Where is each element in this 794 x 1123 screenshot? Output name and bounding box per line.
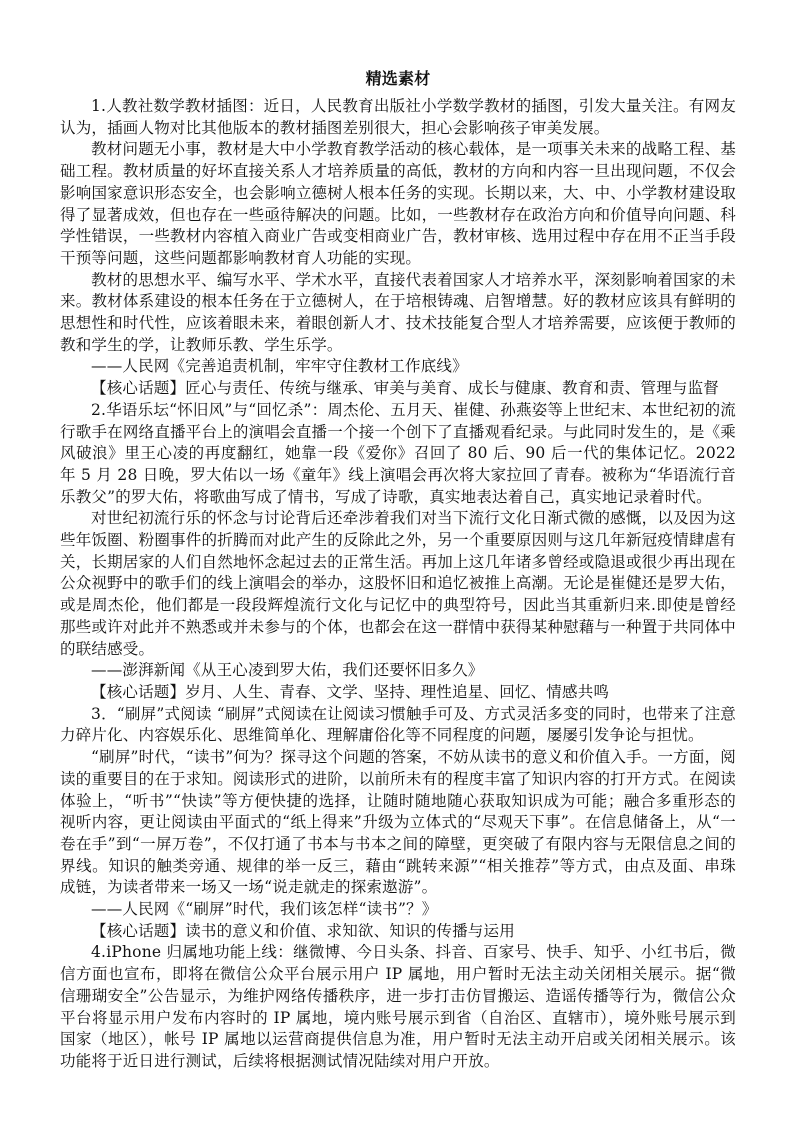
- document-page: [60, 68, 736, 1073]
- core-topics: 【核心话题】读书的意义和价值、求知欲、知识的传播与运用: [91, 921, 515, 940]
- paragraph: 教材问题无小事，教材是大中小学教育教学活动的核心载体，是一项事关未来的战略工程、基础工程。教材质量的好坏直接关系人才培养质量的高低，教材的方向和内容一旦出现问题，不仅会影响国家意识形态安全，也会影响立德树人根本任务的实现。长期以来，大、中、小学教材建设取得了显著成效，但也存在一些亟待解决的问题。比如，一些教材存在政治方向和价值导向问题、科学性错误，一些教材内容植入商业广告或变相商业广告，教材审核、选用过程中存在用不正当手段干预等问题，这些问题都影响教材育人功能的实现。: [60, 140, 736, 267]
- core-topics: 【核心话题】岁月、人生、青春、文学、坚持、理性追星、回忆、情感共鸣: [91, 682, 610, 701]
- section-4: [60, 942, 736, 1072]
- source-citation: ——澎湃新闻《从王心凌到罗大佑，我们还要怀旧多久》: [91, 661, 484, 680]
- section-3: [60, 704, 736, 943]
- paragraph: 教材的思想水平、编写水平、学术水平，直接代表着国家人才培养水平，深刻影响着国家的未来。教材体系建设的根本任务在于立德树人，在于培根铸魂、启智增慧。好的教材应该具有鲜明的思想性和时代性，应该着眼未来，着眼创新人才、技术技能复合型人才培养需要，应该便于教师的教和学生的学，让教师乐教、学生乐学。: [60, 270, 736, 354]
- paragraph: 对世纪初流行乐的怀念与讨论背后还牵涉着我们对当下流行文化日渐式微的感慨，以及因为这些年饭圈、粉圈事件的折腾而对此产生的反除此之外，另一个重要原因则与这几年新冠疫情肆虐有关，长期居家的人们自然地怀念起过去的正常生活。再加上这几年诸多曾经或隐退或很少再出现在公众视野中的歌手们的线上演唱会的举办，这股怀旧和追忆被推上高潮。无论是崔健还是罗大佑，或是周杰伦，他们都是一段段辉煌流行文化与记忆中的典型符号，因此当其重新归来.即使是曾经那些或许对此并不熟悉或并未参与的个体，也都会在这一群情中获得某种慰藉与一种置于共同体中的联结感受。: [60, 509, 736, 658]
- section-2: [60, 400, 736, 704]
- paragraph: “刷屏”时代，“读书”何为？探寻这个问题的答案，不妨从读书的意义和价值入手。一方面，阅读的重要目的在于求知。阅读形式的进阶，以前所未有的程度丰富了知识内容的打开方式。在阅读体验上，“听书”“快读”等方便快捷的选择，让随时随地随心获取知识成为可能；融合多重形态的视听内容，更让阅读由平面式的“纸上得来”升级为立体式的“尽观天下事”。在信息储备上，从“一卷在手”到“一屏万卷”，不仅打通了书本与书本之间的障壁，更突破了有限内容与无限信息之间的界线。知识的触类旁通、规律的举一反三，藉由“跳转来源”“相关推荐”等方式，由点及面、串珠成链，为读者带来一场又一场“说走就走的探索遨游”。: [60, 748, 736, 897]
- section-1: [60, 96, 736, 400]
- page-title: 精选素材: [365, 69, 431, 88]
- core-topics: 【核心话题】匠心与责任、传统与继承、审美与美育、成长与健康、教育和责、管理与监督: [91, 379, 720, 398]
- paragraph: 4.iPhone 归属地功能上线：继微博、今日头条、抖音、百家号、快手、知乎、小红书后，微信方面也宣布，即将在微信公众平台展示用户 IP 属地，用户暂时无法主动关闭相关展示。据“微信珊瑚安全”公告显示，为维护网络传播秩序，进一步打击仿冒搬运、造谣传播等行为，微信公众平台将显示用户发布内容时的 IP 属地，境内账号展示到省（自治区、直辖市），境外账号展示到国家（地区），帐号 IP 属地以运营商提供信息为准，用户暂时无法主动开启或关闭相关展示。该功能将于近日进行测试，后续将根据测试情况陆续对用户开放。: [60, 943, 736, 1070]
- paragraph: 3．“刷屏”式阅读 “刷屏”式阅读在让阅读习惯触手可及、方式灵活多变的同时，也带来了注意力碎片化、内容娱乐化、思维简单化、理解庸俗化等不同程度的问题，屡屡引发争论与担忧。: [60, 704, 736, 745]
- paragraph: 1.人教社数学教材插图：近日，人民教育出版社小学数学教材的插图，引发大量关注。有网友认为，插画人物对比其他版本的教材插图差别很大，担心会影响孩子审美发展。: [60, 97, 736, 137]
- source-citation: ——人民网《“刷屏”时代，我们该怎样“读书”？》: [91, 900, 438, 919]
- paragraph: 2.华语乐坛“怀旧风”与“回忆杀”：周杰伦、五月天、崔健、孙燕姿等上世纪末、本世纪初的流行歌手在网络直播平台上的演唱会直播一个接一个创下了直播观看纪录。与此同时发生的，是《乘风破浪》里王心凌的再度翻红，她靠一段《爱你》召回了 80 后、90 后一代的集体记忆。2022 年 5 月 28 日晚，罗大佑以一场《童年》线上演唱会再次将大家拉回了青春。被称为“华语流行音乐教父”的罗大佑，将歌曲写成了情书，写成了诗歌，真实地表达着自己，真实地记录着时代。: [60, 400, 736, 506]
- source-citation: ——人民网《完善追责机制，牢牢守住教材工作底线》: [91, 357, 468, 376]
